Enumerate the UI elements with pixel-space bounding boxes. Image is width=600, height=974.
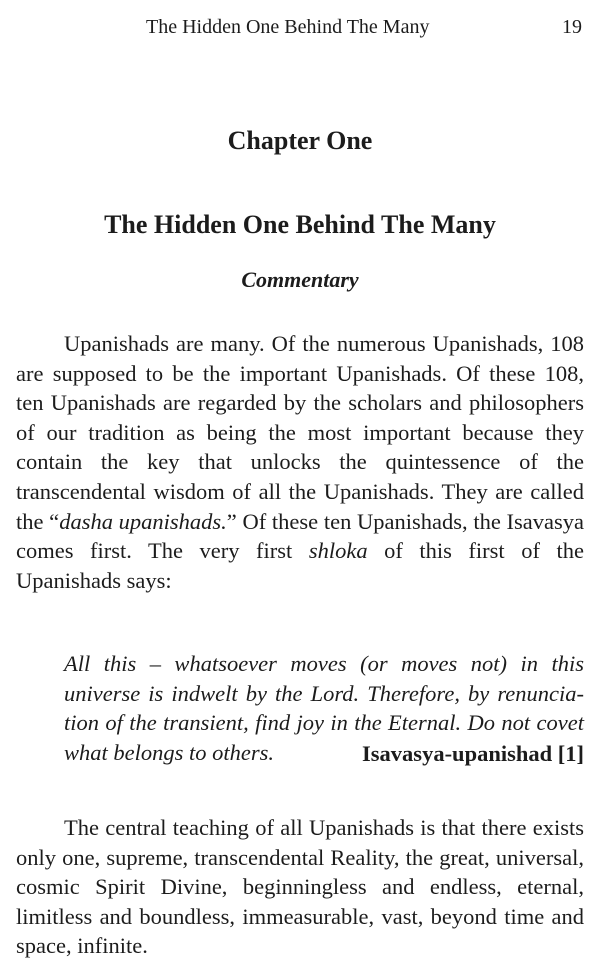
running-title: The Hidden One Behind The Many [146,16,430,38]
paragraph-1-text-a: Upanishads are many. Of the numerous Upanishads, 108 are supposed to be the important Upanishads. Of these 108, ten Upanishads are regarded by the scholars and philosophers of our tradition as being the most important because they contain the key that unlocks the quintessence of the transcendental wisdom of all the Upanishads. They are called the “ [16,331,584,534]
paragraph-1-text-c: of this first of the Upanishads says: [16,538,584,593]
body-paragraph-1 [16,329,584,595]
block-quote: All this – whatsoever moves (or moves not) in this universe is indwelt by the Lord. Therefore, by renunciation of the transient, find joy in the Eternal. Do not covet what belongs to others. [64,651,584,765]
running-header [0,14,600,40]
section-label: Commentary [241,267,359,292]
body-paragraph-2: The central teaching of all Upanishads is that there exists only one, supreme, transcendental Reality, the great, universal, cosmic Spirit Divine, beginningless and endless, eternal, limitless and boundless, immeasurable, vast, beyond time and space, infinite. [16,815,584,959]
term-dasha-upanishads: dasha upanishads. [59,508,227,534]
term-shloka: shloka [308,538,368,564]
paragraph-1-text-b: ” Of these ten Upanishads, the Isavasya comes first. The very first [16,508,584,564]
chapter-label: Chapter One [227,126,373,155]
quote-source: Isavasya-upanishad [1] [362,741,584,766]
chapter-title: The Hidden One Behind The Many [104,210,496,239]
page-number: 19 [562,16,582,38]
